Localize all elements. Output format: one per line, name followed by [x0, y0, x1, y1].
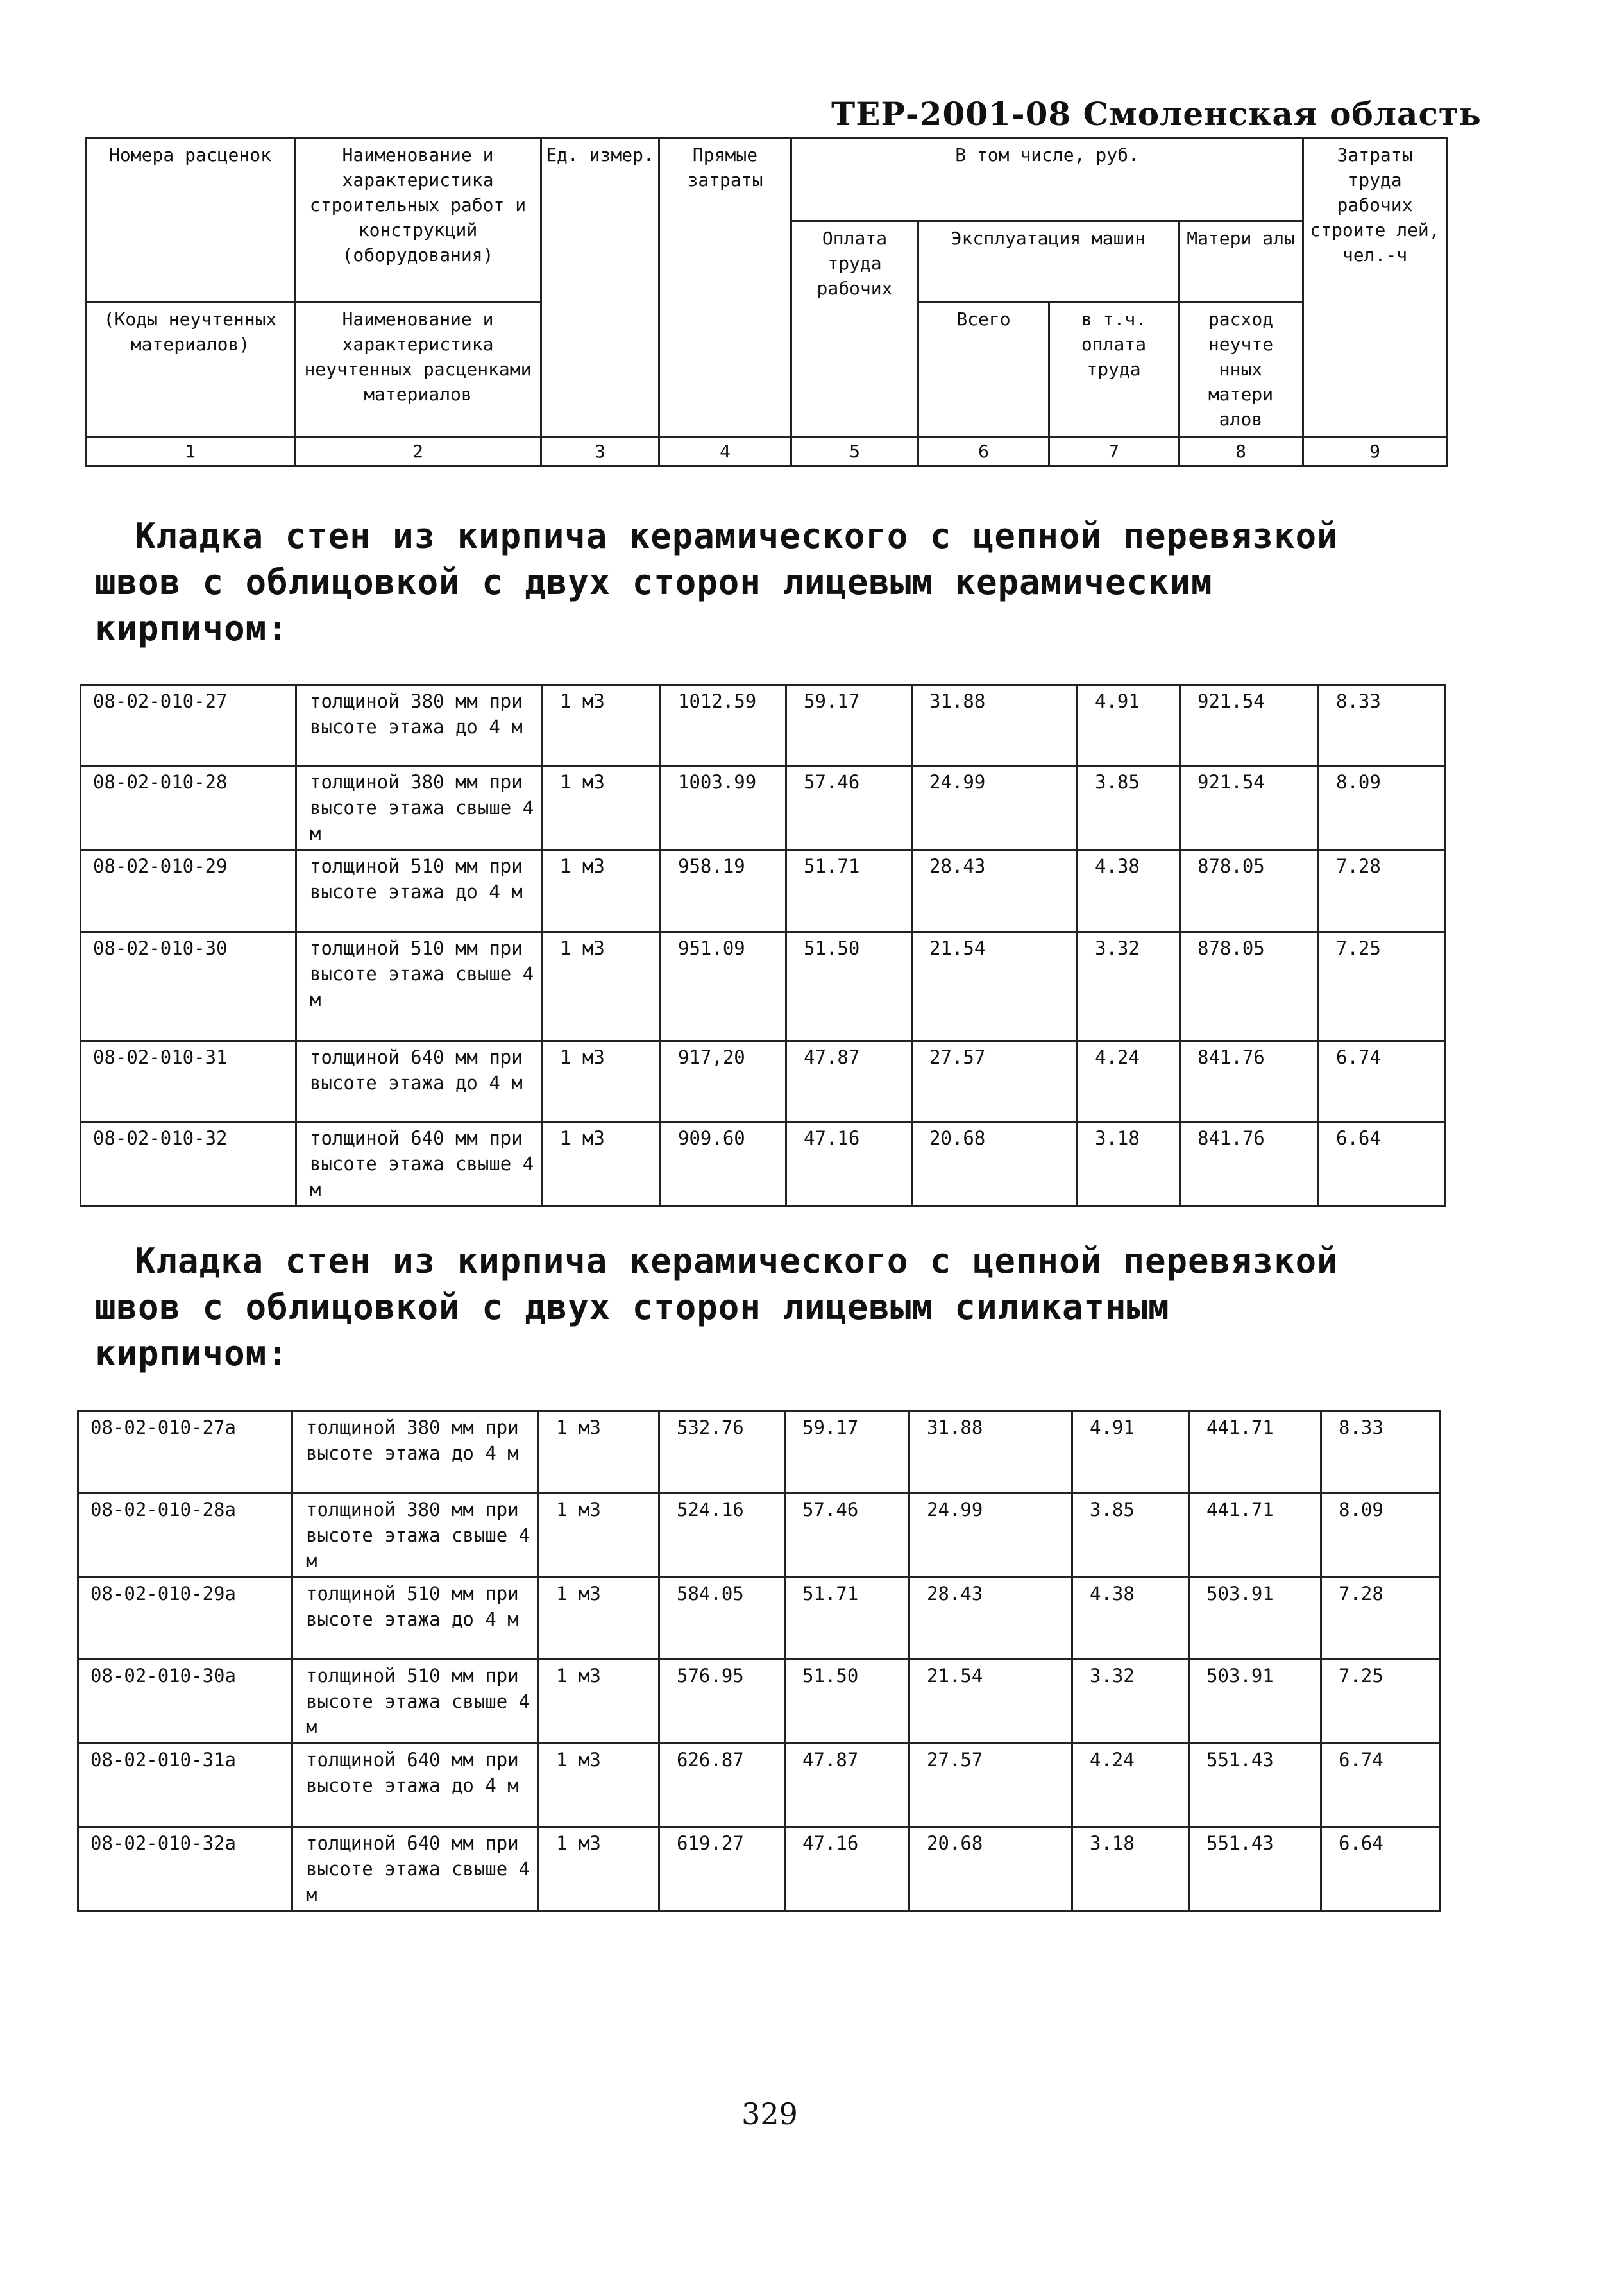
rate-code: 08-02-010-28	[81, 766, 296, 850]
table-row	[78, 1744, 1441, 1827]
work-description: толщиной 640 мм при высоте этажа до 4 м	[296, 1041, 543, 1122]
header-col8-materials: Матери алы	[1179, 221, 1303, 302]
work-description: толщиной 640 мм при высоте этажа до 4 м	[292, 1744, 539, 1827]
machines-labor-cost: 4.38	[1072, 1578, 1189, 1660]
table-row	[81, 766, 1446, 850]
unit-cell: 1 м3	[543, 850, 661, 932]
table-header	[85, 137, 1448, 467]
labor-cost: 47.87	[785, 1744, 909, 1827]
direct-cost: 576.95	[659, 1660, 785, 1744]
materials-cost: 503.91	[1189, 1578, 1321, 1660]
materials-cost: 441.71	[1189, 1411, 1321, 1494]
labor-cost: 47.16	[785, 1827, 909, 1911]
table-row	[81, 1122, 1446, 1206]
unit-cell: 1 м3	[543, 766, 661, 850]
machines-cost: 27.57	[909, 1744, 1072, 1827]
direct-cost: 619.27	[659, 1827, 785, 1911]
machines-cost: 28.43	[912, 850, 1078, 932]
page-number: 329	[741, 2097, 798, 2131]
table-row	[78, 1578, 1441, 1660]
labor-cost: 51.50	[785, 1660, 909, 1744]
header-col4-direct: Прямые затраты	[659, 138, 791, 437]
materials-cost: 841.76	[1180, 1122, 1319, 1206]
header-index: 6	[918, 437, 1049, 466]
machines-labor-cost: 3.18	[1078, 1122, 1180, 1206]
direct-cost: 1012.59	[661, 685, 786, 766]
materials-cost: 921.54	[1180, 685, 1319, 766]
work-description: толщиной 380 мм при высоте этажа до 4 м	[292, 1411, 539, 1494]
labor-hours: 7.25	[1321, 1660, 1441, 1744]
direct-cost: 524.16	[659, 1494, 785, 1578]
materials-cost: 878.05	[1180, 932, 1319, 1041]
header-col1-top: Номера расценок	[86, 138, 295, 302]
unit-cell: 1 м3	[539, 1744, 659, 1827]
section1-title-line1: Кладка стен из кирпича керамического с цепной перевязкой	[135, 516, 1339, 556]
direct-cost: 958.19	[661, 850, 786, 932]
materials-cost: 551.43	[1189, 1827, 1321, 1911]
header-group-including: В том числе, руб.	[791, 138, 1303, 221]
direct-cost: 626.87	[659, 1744, 785, 1827]
work-description: толщиной 510 мм при высоте этажа до 4 м	[292, 1578, 539, 1660]
labor-hours: 8.09	[1319, 766, 1446, 850]
rate-code: 08-02-010-29а	[78, 1578, 292, 1660]
machines-cost: 31.88	[909, 1411, 1072, 1494]
section1-title-line3: кирпичом:	[95, 608, 289, 649]
direct-cost: 1003.99	[661, 766, 786, 850]
section2-table	[77, 1410, 1441, 1912]
unit-cell: 1 м3	[539, 1411, 659, 1494]
labor-hours: 6.74	[1319, 1041, 1446, 1122]
direct-cost: 951.09	[661, 932, 786, 1041]
direct-cost: 532.76	[659, 1411, 785, 1494]
section1-title-line2: швов с облицовкой с двух сторон лицевым керамическим	[95, 562, 1213, 602]
machines-labor-cost: 4.24	[1072, 1744, 1189, 1827]
rate-code: 08-02-010-27а	[78, 1411, 292, 1494]
labor-cost: 47.87	[786, 1041, 912, 1122]
header-col1-bottom: (Коды неучтенных материалов)	[86, 302, 295, 437]
page-header-title: ТЕР-2001-08 Смоленская область	[831, 95, 1482, 133]
table-row	[81, 1041, 1446, 1122]
header-index: 1	[86, 437, 295, 466]
materials-cost: 503.91	[1189, 1660, 1321, 1744]
table-row	[81, 932, 1446, 1041]
labor-hours: 8.33	[1321, 1411, 1441, 1494]
materials-cost: 841.76	[1180, 1041, 1319, 1122]
labor-hours: 7.25	[1319, 932, 1446, 1041]
table-row	[78, 1660, 1441, 1744]
machines-cost: 28.43	[909, 1578, 1072, 1660]
labor-cost: 51.71	[786, 850, 912, 932]
header-col2-top: Наименование и характеристика строительных работ и конструкций (оборудования)	[295, 138, 541, 302]
labor-cost: 59.17	[785, 1411, 909, 1494]
machines-cost: 21.54	[912, 932, 1078, 1041]
work-description: толщиной 640 мм при высоте этажа свыше 4 м	[296, 1122, 543, 1206]
machines-cost: 31.88	[912, 685, 1078, 766]
work-description: толщиной 510 мм при высоте этажа до 4 м	[296, 850, 543, 932]
labor-cost: 57.46	[786, 766, 912, 850]
materials-cost: 878.05	[1180, 850, 1319, 932]
table-row	[81, 850, 1446, 932]
machines-cost: 20.68	[912, 1122, 1078, 1206]
machines-labor-cost: 4.91	[1078, 685, 1180, 766]
header-index: 5	[791, 437, 918, 466]
unit-cell: 1 м3	[543, 1122, 661, 1206]
materials-cost: 551.43	[1189, 1744, 1321, 1827]
machines-cost: 24.99	[912, 766, 1078, 850]
unit-cell: 1 м3	[539, 1660, 659, 1744]
header-col3-unit: Ед. измер.	[541, 138, 659, 437]
work-description: толщиной 380 мм при высоте этажа свыше 4 м	[292, 1494, 539, 1578]
section1-table	[80, 684, 1446, 1207]
materials-cost: 921.54	[1180, 766, 1319, 850]
machines-labor-cost: 3.85	[1078, 766, 1180, 850]
header-col5-labor: Оплата труда рабочих	[791, 221, 918, 437]
machines-cost: 21.54	[909, 1660, 1072, 1744]
work-description: толщиной 380 мм при высоте этажа до 4 м	[296, 685, 543, 766]
section2-title-line2: швов с облицовкой с двух сторон лицевым силикатным	[95, 1287, 1170, 1327]
labor-cost: 51.50	[786, 932, 912, 1041]
work-description: толщиной 510 мм при высоте этажа свыше 4 м	[292, 1660, 539, 1744]
labor-hours: 6.64	[1321, 1827, 1441, 1911]
machines-labor-cost: 3.85	[1072, 1494, 1189, 1578]
rate-code: 08-02-010-31	[81, 1041, 296, 1122]
header-index-row	[86, 437, 1447, 466]
labor-cost: 57.46	[785, 1494, 909, 1578]
work-description: толщиной 640 мм при высоте этажа свыше 4 м	[292, 1827, 539, 1911]
direct-cost: 917,20	[661, 1041, 786, 1122]
table-row	[81, 685, 1446, 766]
labor-hours: 7.28	[1319, 850, 1446, 932]
materials-cost: 441.71	[1189, 1494, 1321, 1578]
machines-cost: 24.99	[909, 1494, 1072, 1578]
rate-code: 08-02-010-31а	[78, 1744, 292, 1827]
header-machines-group: Эксплуатация машин	[918, 221, 1179, 302]
direct-cost: 909.60	[661, 1122, 786, 1206]
labor-hours: 6.74	[1321, 1744, 1441, 1827]
labor-hours: 8.33	[1319, 685, 1446, 766]
labor-cost: 47.16	[786, 1122, 912, 1206]
table-row	[78, 1494, 1441, 1578]
header-col7-machines-labor: в т.ч. оплата труда	[1049, 302, 1179, 437]
machines-labor-cost: 4.24	[1078, 1041, 1180, 1122]
rate-code: 08-02-010-32	[81, 1122, 296, 1206]
unit-cell: 1 м3	[543, 1041, 661, 1122]
header-index: 8	[1179, 437, 1303, 466]
labor-hours: 6.64	[1319, 1122, 1446, 1206]
header-index: 7	[1049, 437, 1179, 466]
rate-code: 08-02-010-28а	[78, 1494, 292, 1578]
header-col6-total: Всего	[918, 302, 1049, 437]
labor-cost: 59.17	[786, 685, 912, 766]
direct-cost: 584.05	[659, 1578, 785, 1660]
machines-cost: 27.57	[912, 1041, 1078, 1122]
section2-title-line1: Кладка стен из кирпича керамического с цепной перевязкой	[135, 1241, 1339, 1281]
machines-cost: 20.68	[909, 1827, 1072, 1911]
rate-code: 08-02-010-27	[81, 685, 296, 766]
header-col8-consumption: расход неучте нных матери алов	[1179, 302, 1303, 437]
unit-cell: 1 м3	[539, 1827, 659, 1911]
machines-labor-cost: 4.91	[1072, 1411, 1189, 1494]
labor-cost: 51.71	[785, 1578, 909, 1660]
unit-cell: 1 м3	[539, 1494, 659, 1578]
rate-code: 08-02-010-32а	[78, 1827, 292, 1911]
header-index: 4	[659, 437, 791, 466]
work-description: толщиной 380 мм при высоте этажа свыше 4 м	[296, 766, 543, 850]
machines-labor-cost: 3.18	[1072, 1827, 1189, 1911]
header-col9-hours: Затраты труда рабочих строите лей, чел.-ч	[1303, 138, 1447, 437]
machines-labor-cost: 4.38	[1078, 850, 1180, 932]
header-index: 9	[1303, 437, 1447, 466]
header-col2-bottom: Наименование и характеристика неучтенных расценками материалов	[295, 302, 541, 437]
rate-code: 08-02-010-29	[81, 850, 296, 932]
machines-labor-cost: 3.32	[1072, 1660, 1189, 1744]
unit-cell: 1 м3	[539, 1578, 659, 1660]
header-index: 2	[295, 437, 541, 466]
labor-hours: 7.28	[1321, 1578, 1441, 1660]
unit-cell: 1 м3	[543, 932, 661, 1041]
table-row	[78, 1411, 1441, 1494]
rate-code: 08-02-010-30	[81, 932, 296, 1041]
machines-labor-cost: 3.32	[1078, 932, 1180, 1041]
section2-title-line3: кирпичом:	[95, 1333, 289, 1374]
header-index: 3	[541, 437, 659, 466]
labor-hours: 8.09	[1321, 1494, 1441, 1578]
work-description: толщиной 510 мм при высоте этажа свыше 4 м	[296, 932, 543, 1041]
unit-cell: 1 м3	[543, 685, 661, 766]
table-row	[78, 1827, 1441, 1911]
rate-code: 08-02-010-30а	[78, 1660, 292, 1744]
